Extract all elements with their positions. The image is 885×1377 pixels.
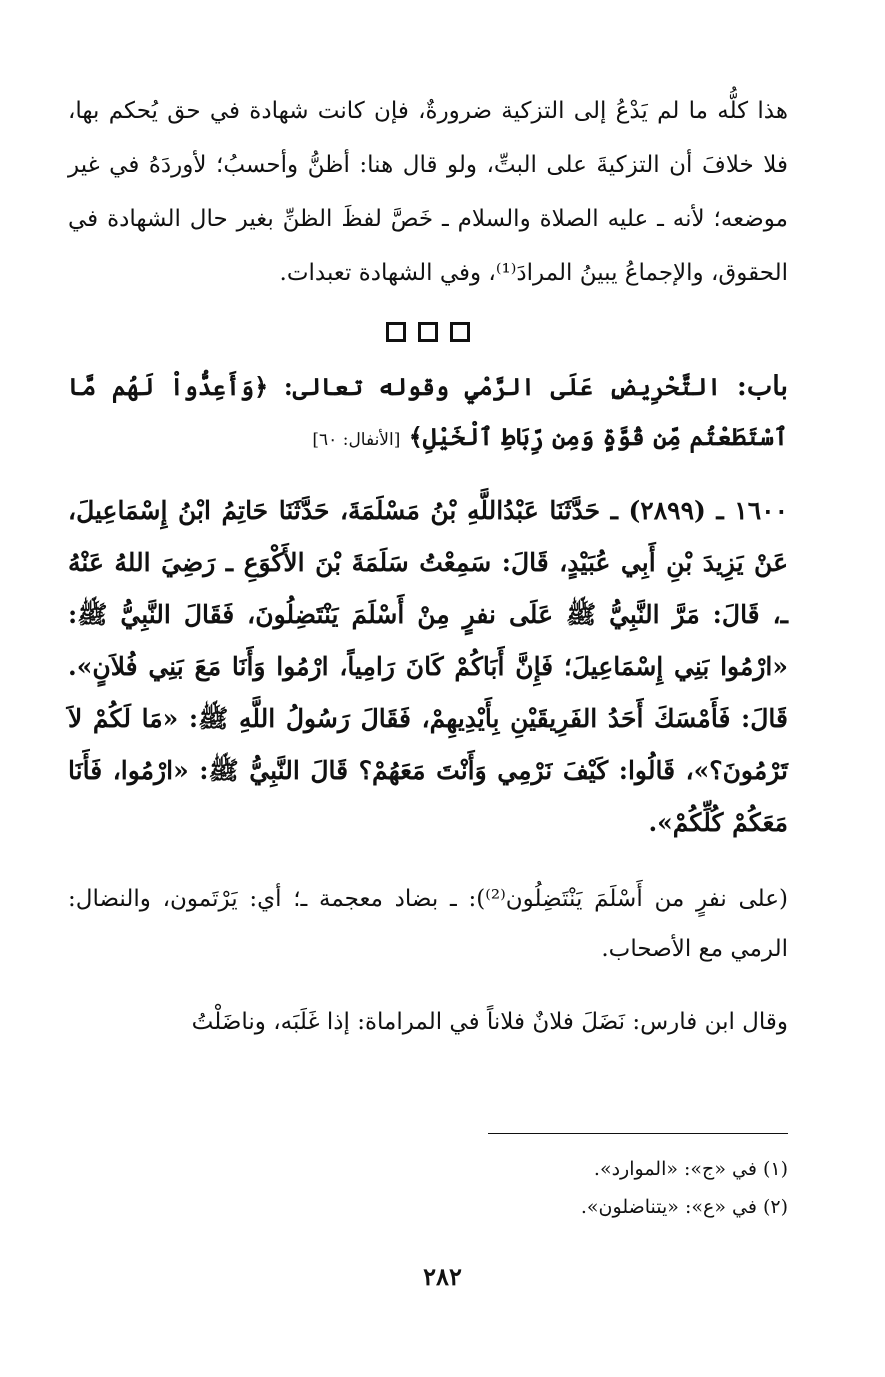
hadith-text: ١٦٠٠ ـ (٢٨٩٩) ـ حَدَّثَنَا عَبْدُاللَّهِ بْنُ مَسْلَمَةَ، حَدَّثَنَا حَاتِمُ ابْنُ إِسْمَاعِيلَ، عَنْ يَزِيدَ بْنِ أَبِي عُبَيْدٍ، قَالَ: سَمِعْتُ سَلَمَةَ بْنَ الأَكْوَعِ ـ رَضِيَ اللهُ عَنْهُ ـ، قَالَ: مَرَّ النَّبِيُّ ﷺ عَلَى نفرٍ مِنْ أَسْلَمَ يَنْتَضِلُونَ، فَقَالَ النَّبِيُّ ﷺ: «ارْمُوا بَنِي إِسْمَاعِيلَ؛ فَإِنَّ أَبَاكُمْ كَانَ رَامِياً، ارْمُوا وَأَنَا مَعَ بَنِي فُلاَنٍ». قَالَ: فَأَمْسَكَ أَحَدُ الفَرِيقَيْنِ بِأَيْدِيهِمْ، فَقَالَ رَسُولُ اللَّهِ ﷺ: «مَا لَكُمْ لاَ تَرْمُونَ؟»، قَالُوا: كَيْفَ نَرْمِي وَأَنْتَ مَعَهُمْ؟ قَالَ النَّبِيُّ ﷺ: «ارْمُوا، فَأَنَا مَعَكُمْ كُلِّكُمْ». bbox=[68, 496, 788, 837]
section-separator bbox=[68, 322, 788, 342]
footnote: (٢) في «ع»: «يتناضلون». bbox=[580, 1196, 788, 1218]
chapter-title: التَّحْرِيضِ عَلَى الرَّمْيِ وقوله تعالى: bbox=[283, 372, 722, 401]
separator-box-icon bbox=[418, 322, 438, 342]
separator-box-icon bbox=[386, 322, 406, 342]
footnotes bbox=[68, 1150, 788, 1226]
page-body bbox=[68, 84, 788, 1070]
footnote-divider bbox=[488, 1133, 788, 1134]
chapter-verse: ﴿وَأَعِدُّواْ لَهُم مَّا ٱسْتَطَعْتُم مِّن قُوَّةٍ وَمِن رِّبَاطِ ٱلْخَيْلِ﴾ bbox=[68, 372, 788, 451]
chapter-reference: [الأنفال: ٦٠] bbox=[312, 430, 401, 450]
commentary-paragraph: (على نفرٍ من أَسْلَمَ يَنْتَضِلُون⁽²⁾): ـ بضاد معجمة ـ؛ أي: يَرْتَمون، والنضال: الرمي مع الأصحاب. bbox=[68, 886, 788, 962]
footnote: (١) في «ج»: «الموارد». bbox=[593, 1158, 788, 1180]
separator-box-icon bbox=[450, 322, 470, 342]
chapter-heading bbox=[68, 362, 788, 465]
intro-paragraph: هذا كلُّه ما لم يَدْعُ إلى التزكية ضرورةٌ، فإن كانت شهادة في حق يُحكم بها، فلا خلافَ أن التزكيةَ على البتِّ، ولو قال هنا: أظنُّ وأحسبُ؛ لأوردَهُ في غير موضعه؛ لأنه ـ عليه الصلاة والسلام ـ خَصَّ لفظَ الظنِّ بغير حال الشهادة في الحقوق، والإجماعُ يبينُ المرادَ⁽¹⁾، وفي الشهادة تعبدات. bbox=[68, 98, 788, 286]
commentary-paragraph-continued: وقال ابن فارس: نَضَلَ فلانٌ فلاناً في المراماة: إذا غَلَبَه، وناضَلْتُ bbox=[191, 1009, 788, 1035]
page-number: ٢٨٢ bbox=[423, 1262, 462, 1291]
chapter-label: باب: bbox=[736, 371, 788, 402]
